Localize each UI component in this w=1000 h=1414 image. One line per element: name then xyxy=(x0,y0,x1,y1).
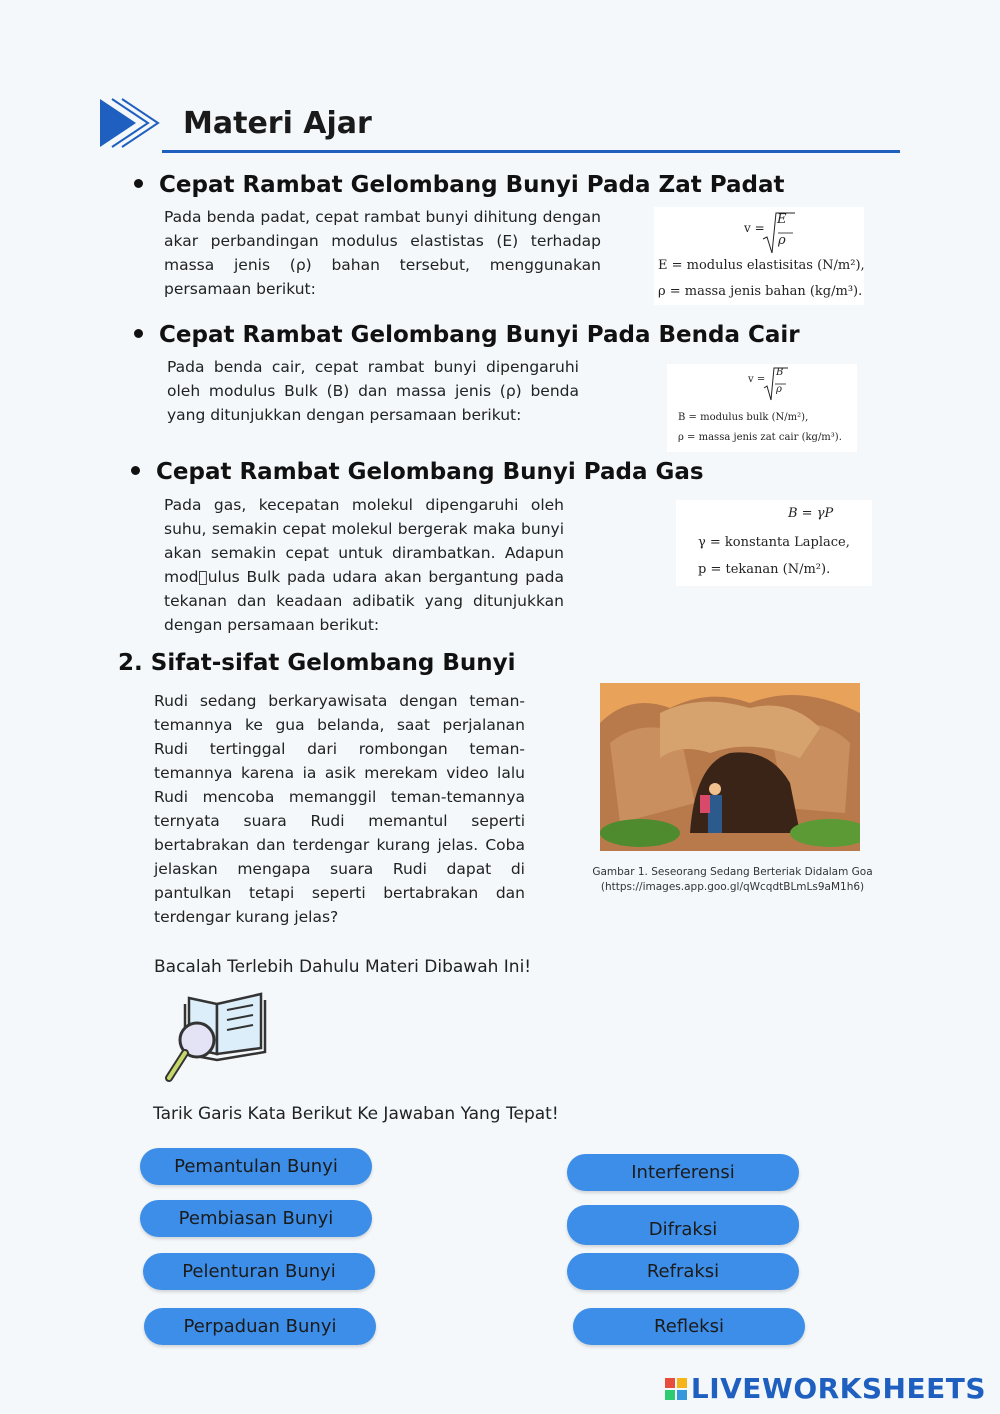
story-text: Rudi sedang berkaryawisata dengan teman-temannya ke gua belanda, saat perjalanan Rudi tertinggal dari rombongan teman-temannya karena ia asik merekam video lalu Rudi mencoba memanggil teman-temannya ternyata suara Rudi memantul seperti bertabrakan dan terdengar kurang jelas. Coba jelaskan mengapa suara Rudi dapat di pantulkan tetapi seperti bertabrakan dan terdengar kurang jelas? xyxy=(154,692,525,926)
section-text-solid: Pada benda padat, cepat rambat bunyi dihitung dengan akar perbandingan modulus elastistas (E) terhadap massa jenis (ρ) bahan tersebut, menggunakan persamaan berikut: xyxy=(164,208,601,298)
match-instruction: Tarik Garis Kata Berikut Ke Jawaban Yang Tepat! xyxy=(153,1104,559,1124)
formula-def-1: γ = konstanta Laplace, xyxy=(698,535,850,550)
book-magnifier-icon xyxy=(165,990,269,1084)
bullet-icon xyxy=(134,179,143,188)
formula-def-2: ρ = massa jenis bahan (kg/m³). xyxy=(658,284,863,299)
formula-equation: B = γP xyxy=(788,506,834,521)
match-right-refraksi[interactable]: Refraksi xyxy=(567,1253,799,1290)
section-heading-solid: Cepat Rambat Gelombang Bunyi Pada Zat Padat xyxy=(134,172,784,198)
match-left-pembiasan[interactable]: Pembiasan Bunyi xyxy=(140,1200,372,1237)
title-underline xyxy=(162,150,900,153)
formula-denominator: ρ xyxy=(778,233,786,248)
match-right-refleksi[interactable]: Refleksi xyxy=(573,1308,805,1345)
formula-def-1: B = modulus bulk (N/m²), xyxy=(678,412,809,423)
section-heading-liquid: Cepat Rambat Gelombang Bunyi Pada Benda Cair xyxy=(134,322,800,348)
header-arrows-icon xyxy=(98,97,164,149)
footer-brand xyxy=(665,1372,986,1405)
caption-title: Gambar 1. Seseorang Sedang Berteriak Didalam Goa xyxy=(592,866,873,878)
bullet-icon xyxy=(131,466,140,475)
match-right-difraksi[interactable]: Difraksi xyxy=(567,1205,799,1245)
section-text-gas: Pada gas, kecepatan molekul dipengaruhi oleh suhu, semakin cepat molekul bergerak maka bunyi akan semakin cepat untuk dirambatkan. Adapun mod ulus Bulk pada udara akan bergantung pada tekanan dan keadaan adibatik yang ditunjukkan dengan persamaan berikut: xyxy=(164,496,564,634)
caption-source: (https://images.app.goo.gl/qWcqdtBLmLs9aM1h6) xyxy=(600,881,865,893)
formula-lhs: v = xyxy=(744,221,765,235)
read-instruction: Bacalah Terlebih Dahulu Materi Dibawah Ini! xyxy=(154,957,532,977)
formula-numerator: B xyxy=(776,367,784,378)
page-title: Materi Ajar xyxy=(183,106,372,141)
formula-lhs: v = xyxy=(748,374,766,385)
section-text-liquid: Pada benda cair, cepat rambat bunyi dipengaruhi oleh modulus Bulk (B) dan massa jenis (ρ) benda yang ditunjukkan dengan persamaan berikut: xyxy=(167,358,579,424)
liveworksheets-logo-icon xyxy=(665,1378,687,1400)
match-left-perpaduan[interactable]: Perpaduan Bunyi xyxy=(144,1308,376,1345)
formula-solid xyxy=(654,207,864,305)
section-heading-gas: Cepat Rambat Gelombang Bunyi Pada Gas xyxy=(131,459,704,485)
formula-numerator: E xyxy=(777,212,787,227)
formula-def-2: p = tekanan (N/m²). xyxy=(698,562,831,577)
formula-denominator: ρ xyxy=(776,384,782,395)
formula-def-2: ρ = massa jenis zat cair (kg/m³). xyxy=(678,432,842,443)
cave-illustration xyxy=(600,683,860,851)
match-right-interferensi[interactable]: Interferensi xyxy=(567,1154,799,1191)
formula-gas xyxy=(676,500,872,586)
section2-heading: 2. Sifat-sifat Gelombang Bunyi xyxy=(118,650,516,676)
formula-liquid xyxy=(667,364,857,452)
formula-def-1: E = modulus elastisitas (N/m²), xyxy=(658,258,865,273)
match-left-pelenturan[interactable]: Pelenturan Bunyi xyxy=(143,1253,375,1290)
figure-caption xyxy=(585,865,880,895)
match-left-pemantulan[interactable]: Pemantulan Bunyi xyxy=(140,1148,372,1185)
footer-brand-text: LIVEWORKSHEETS xyxy=(690,1372,986,1405)
bullet-icon xyxy=(134,329,143,338)
